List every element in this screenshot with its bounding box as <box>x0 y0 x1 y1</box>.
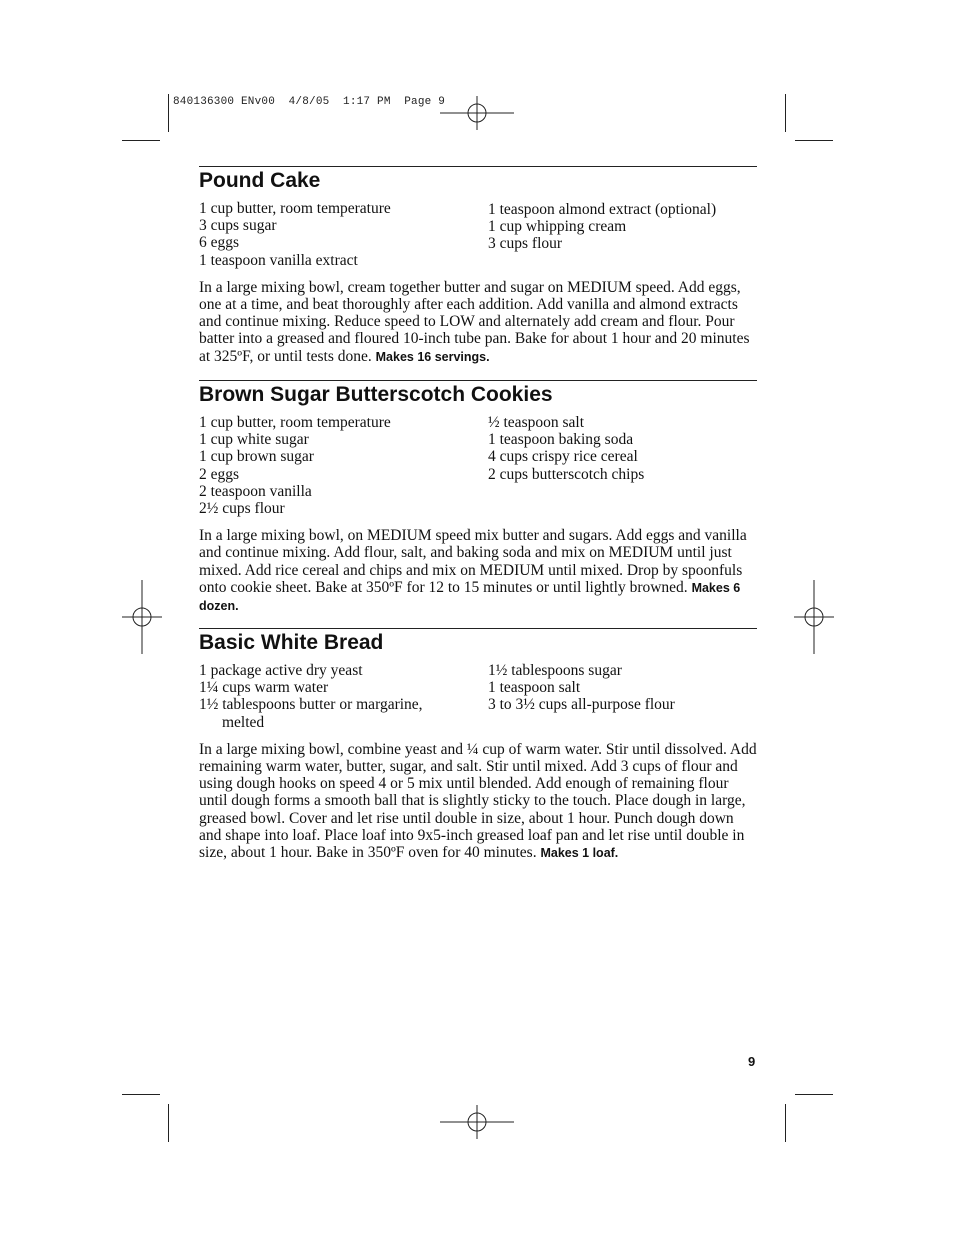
registration-mark-right-icon <box>777 580 851 654</box>
recipe-instructions <box>199 741 757 862</box>
ingredients <box>199 662 757 731</box>
ingredient: 1 teaspoon salt <box>488 679 581 697</box>
ingredient: 4 cups crispy rice cereal <box>488 448 638 466</box>
registration-mark-left-icon <box>105 580 179 654</box>
ingredient: 2 cups butterscotch chips <box>488 465 645 483</box>
registration-mark-bottom-icon <box>440 1085 514 1159</box>
instructions-text: In a large mixing bowl, combine yeast and ¼ cup of warm water. Stir until dissolved. Add remaining warm water, butter, sugar, and salt. Stir until mixed. Add 3 cups of flour and using dough hooks on speed 4 or 5 mix until blended. Add enough of remaining flour until dough forms a smooth ball that is slightly sticky to the touch. Place dough in large, greased bowl. Cover and let rise until double in size, about 1 hour. Punch dough down and shape into loaf. Place loaf into 9x5-inch greased loaf pan and let rise until double in size, about 1 hour. Bake in 350ºF oven for 40 minutes. <box>199 740 757 862</box>
print-slug: 840136300 ENv00 4/8/05 1:17 PM Page 9 <box>173 96 446 108</box>
recipe-basic-white-bread <box>199 628 757 878</box>
recipe-title: Brown Sugar Butterscotch Cookies <box>199 383 553 406</box>
instructions-text: In a large mixing bowl, cream together butter and sugar on MEDIUM speed. Add eggs, one at a time, and beat thoroughly after each addition. Add vanilla and almond extracts and continue mixing. Reduce speed to LOW and alternately add cream and flour. Pour batter into a greased and floured 10-inch tube pan. Bake for about 1 hour and 20 minutes at 325ºF, or until tests done. <box>199 278 750 365</box>
crop-mark-top-left-horizontal <box>122 140 160 141</box>
crop-mark-bottom-right-vertical <box>785 1104 786 1142</box>
recipe-yield: Makes 16 servings. <box>375 349 490 364</box>
ingredients-right-column <box>488 414 757 517</box>
crop-mark-bottom-left-vertical <box>168 1104 169 1142</box>
ingredient: ½ teaspoon salt <box>488 414 584 431</box>
recipe-yield: Makes 6 dozen. <box>199 580 741 614</box>
ingredient: 1 package active dry yeast <box>199 662 363 679</box>
ingredient: 3 cups sugar <box>199 217 277 235</box>
ingredient: 1 teaspoon vanilla extract <box>199 251 358 269</box>
ingredients <box>199 200 757 269</box>
ingredient: 1 cup whipping cream <box>488 218 627 236</box>
ingredient: 3 to 3½ cups all-purpose flour <box>488 696 675 714</box>
ingredient: 2 eggs <box>199 465 240 483</box>
ingredients-left-column <box>199 414 488 517</box>
recipe-title: Basic White Bread <box>199 631 384 654</box>
page-number: 9 <box>748 1054 756 1069</box>
section-rule <box>199 380 757 381</box>
ingredient: 1 cup butter, room temperature <box>199 200 391 217</box>
ingredient: 1¼ cups warm water <box>199 679 329 697</box>
recipe-title: Pound Cake <box>199 169 321 192</box>
ingredients-right-column <box>488 200 757 269</box>
instructions-text: In a large mixing bowl, on MEDIUM speed mix butter and sugars. Add eggs and vanilla and continue mixing. Add flour, salt, and baking soda and mix on MEDIUM until just mixed. Add rice cereal and chips and mix on MEDIUM until mixed. Drop by spoonfuls onto cookie sheet. Bake at 350ºF for 12 to 15 minutes or until lightly browned. <box>199 527 747 596</box>
registration-mark-top-icon <box>440 76 514 150</box>
crop-mark-top-right-vertical <box>785 94 786 132</box>
ingredient: 3 cups flour <box>488 235 563 253</box>
crop-mark-bottom-right-horizontal <box>795 1094 833 1095</box>
crop-mark-top-right-horizontal <box>795 140 833 141</box>
recipe-instructions <box>199 279 757 366</box>
crop-mark-top-left-vertical <box>168 94 169 132</box>
ingredient: 1½ tablespoons sugar <box>488 662 622 679</box>
ingredients-left-column <box>199 200 488 269</box>
ingredients <box>199 414 757 517</box>
section-rule <box>199 166 757 167</box>
ingredient: 1 cup butter, room temperature <box>199 414 391 431</box>
section-rule <box>199 628 757 629</box>
ingredient: 1 cup brown sugar <box>199 448 314 466</box>
ingredient: 1 teaspoon baking soda <box>488 431 634 449</box>
ingredient: 2½ cups flour <box>199 500 285 518</box>
recipe-pound-cake <box>199 166 757 381</box>
ingredient: 1½ tablespoons butter or margarine, <box>199 696 423 714</box>
ingredient: 1 cup white sugar <box>199 431 309 449</box>
recipe-instructions <box>199 527 757 615</box>
ingredient-continuation: melted <box>222 713 265 731</box>
ingredients-right-column <box>488 662 757 731</box>
crop-mark-bottom-left-horizontal <box>122 1094 160 1095</box>
ingredients-left-column <box>199 662 488 731</box>
ingredient: 2 teaspoon vanilla <box>199 482 312 500</box>
ingredient: 6 eggs <box>199 234 240 252</box>
ingredient: 1 teaspoon almond extract (optional) <box>488 201 717 218</box>
recipe-butterscotch-cookies <box>199 380 757 631</box>
recipe-yield: Makes 1 loaf. <box>540 846 619 861</box>
